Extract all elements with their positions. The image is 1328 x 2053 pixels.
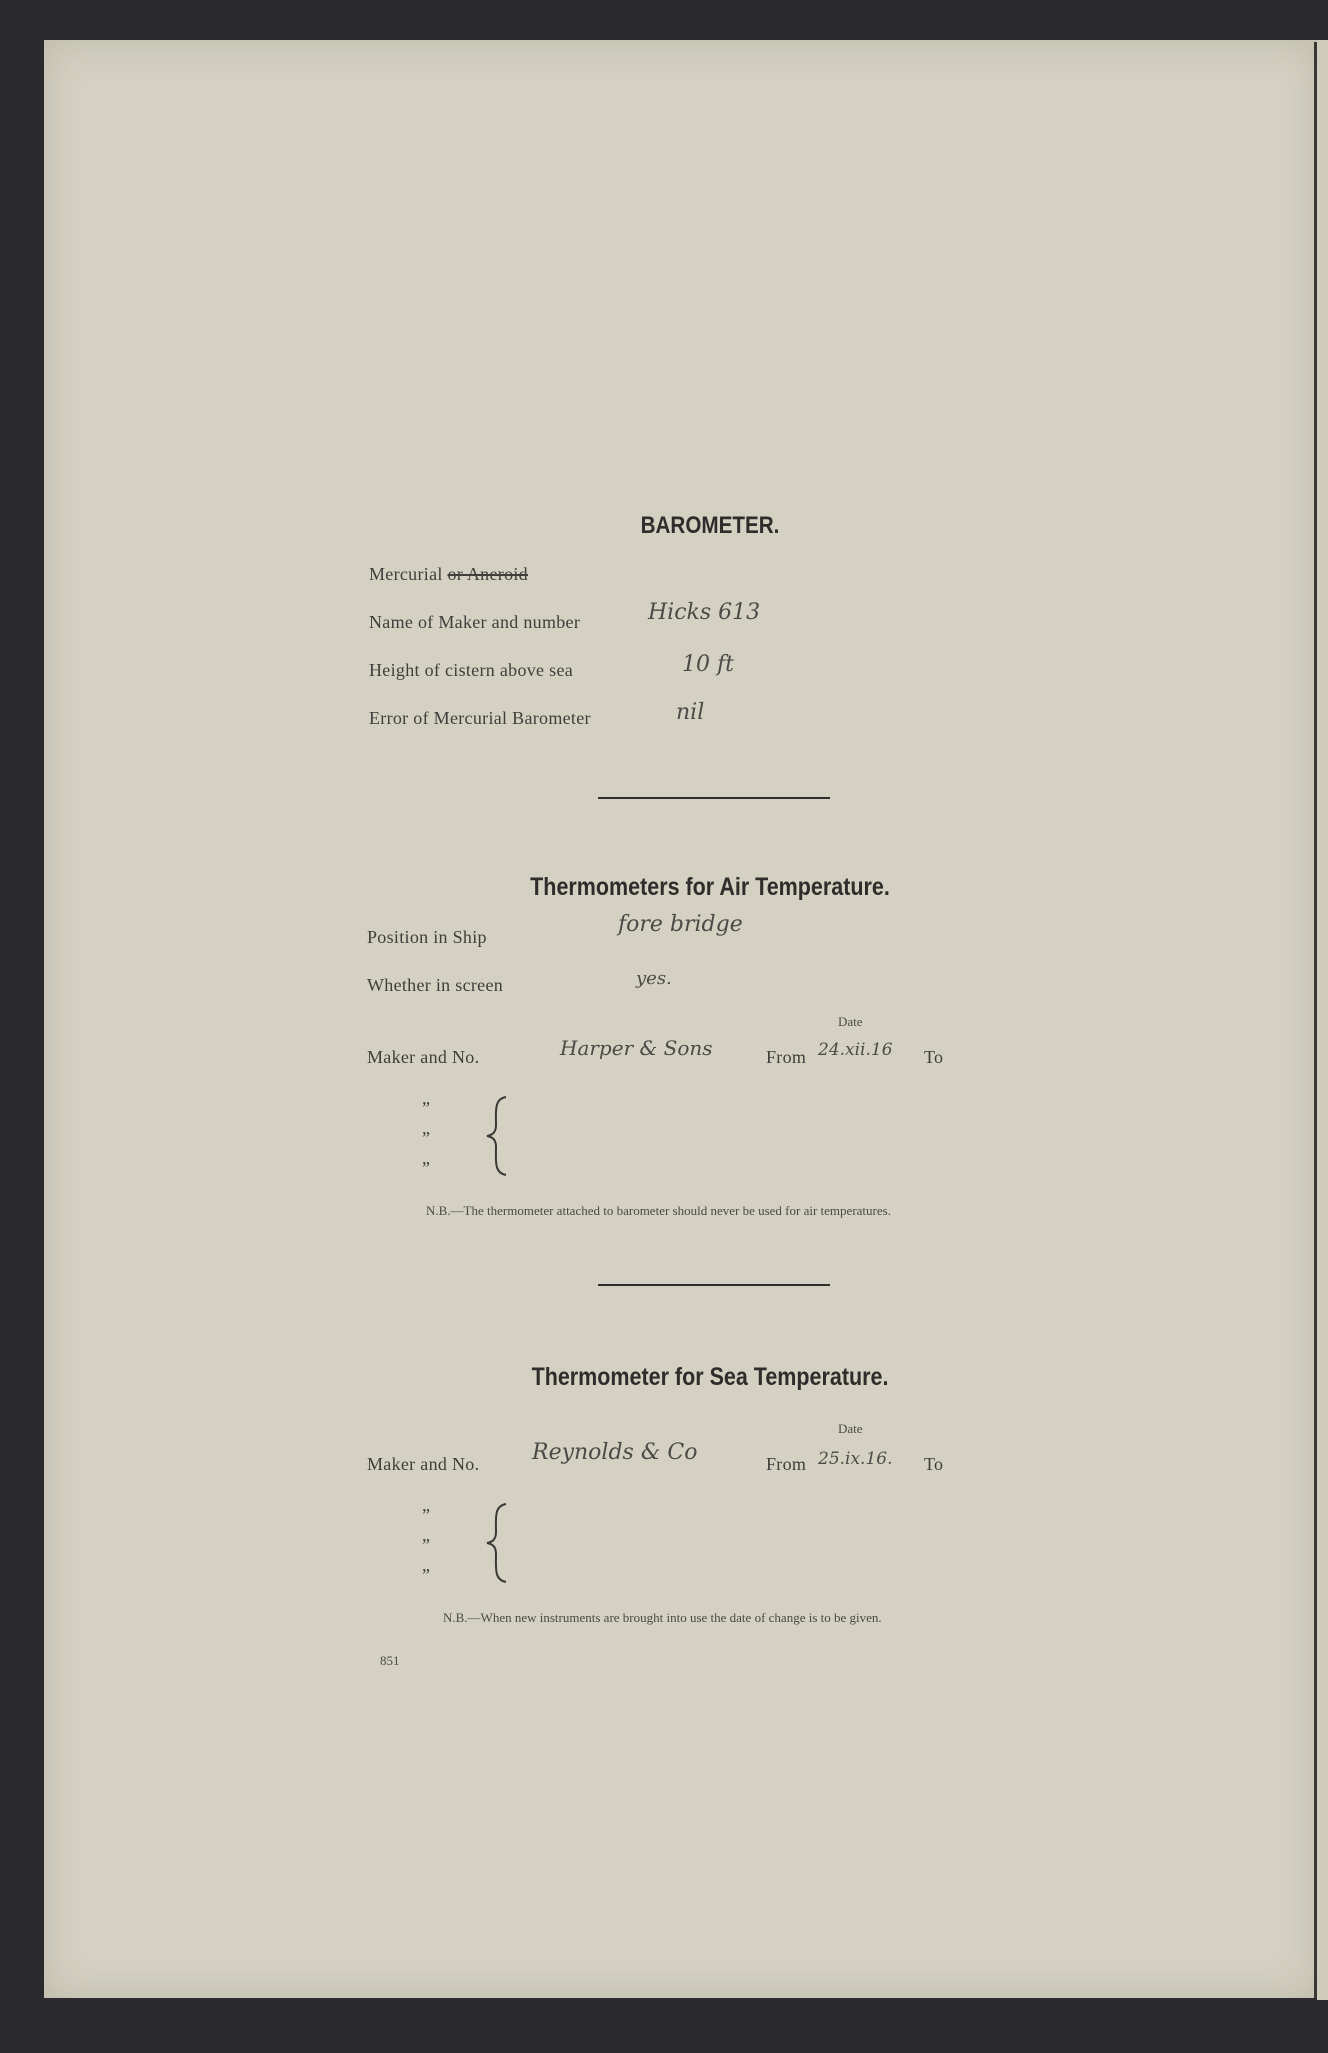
cistern-height-value: 10 ft <box>682 652 734 677</box>
sea-note: N.B.—When new instruments are brought into use the date of change is to be given. <box>443 1610 882 1625</box>
barometer-heading: BAROMETER. <box>640 512 780 539</box>
sea-date-header: Date <box>838 1421 863 1436</box>
aneroid-struck-text: or Aneroid <box>447 564 528 584</box>
facing-page-edge <box>1317 40 1328 2000</box>
sea-to-label: To <box>924 1454 944 1474</box>
air-thermometers-heading: Thermometers for Air Temperature. <box>530 873 890 901</box>
cistern-height-label: Height of cistern above sea <box>369 660 574 680</box>
sea-ditto-3: ” <box>422 1565 431 1585</box>
section-divider-2 <box>598 1284 830 1286</box>
sea-maker-value: Reynolds & Co <box>532 1440 698 1465</box>
air-from-label: From <box>766 1047 807 1067</box>
air-ditto-1: ” <box>422 1098 431 1118</box>
mercurial-text: Mercurial <box>369 564 443 584</box>
sea-thermometer-heading: Thermometer for Sea Temperature. <box>531 1363 889 1391</box>
whether-in-screen-label: Whether in screen <box>367 975 504 995</box>
sea-maker-label: Maker and No. <box>367 1454 480 1474</box>
position-in-ship-label: Position in Ship <box>367 927 487 947</box>
barometer-error-label: Error of Mercurial Barometer <box>369 708 591 728</box>
mercurial-label <box>369 564 528 585</box>
air-to-label: To <box>924 1047 944 1067</box>
barometer-error-value: nil <box>676 700 705 725</box>
position-in-ship-value: fore bridge <box>618 912 743 937</box>
air-ditto-2: ” <box>422 1128 431 1148</box>
section-divider-1 <box>598 797 830 799</box>
sea-ditto-2: ” <box>422 1535 431 1555</box>
form-number: 851 <box>380 1653 400 1668</box>
whether-in-screen-value: yes. <box>636 968 672 989</box>
air-note: N.B.—The thermometer attached to barometer should never be used for air temperatures. <box>426 1203 891 1218</box>
air-date-header: Date <box>838 1014 863 1029</box>
maker-number-value: Hicks 613 <box>648 600 761 625</box>
sea-ditto-1: ” <box>422 1505 431 1525</box>
air-maker-label: Maker and No. <box>367 1047 480 1067</box>
air-ditto-3: ” <box>422 1158 431 1178</box>
air-maker-value: Harper & Sons <box>560 1036 713 1060</box>
air-from-date-value: 24.xii.16 <box>818 1040 893 1060</box>
sea-from-label: From <box>766 1454 807 1474</box>
maker-number-label: Name of Maker and number <box>369 612 581 632</box>
sea-brace <box>484 1502 510 1584</box>
air-brace <box>484 1095 510 1177</box>
document-page <box>44 40 1318 1998</box>
sea-from-date-value: 25.ix.16. <box>818 1449 893 1469</box>
